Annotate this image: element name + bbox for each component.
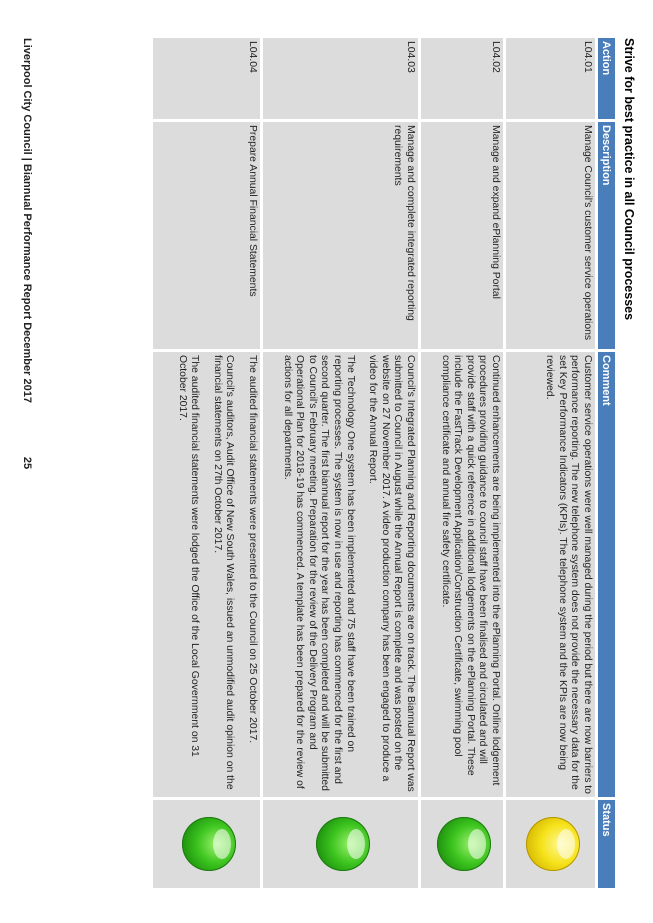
action-description: Manage Council's customer service operations xyxy=(506,122,598,352)
comment-paragraph: Continued enhancements are being implemented into the ePlanning Portal. Online lodgement procedures providing guidance to council staff have been finalised and circulated and will provide staff with a quick reference in additional lodgements on the ePlanning Portal. These include the FastTrack Development Application/Construction Certificate, swimming pool compliance certificate and annual fire safety certificate. xyxy=(439,355,501,786)
action-code: L04.03 xyxy=(263,38,421,122)
action-code: L04.01 xyxy=(506,38,598,122)
action-code: L04.02 xyxy=(421,38,506,122)
action-description: Prepare Annual Financial Statements xyxy=(153,122,263,352)
actions-table xyxy=(153,38,615,888)
comment-paragraph: Council's Integrated Planning and Reporting documents are on track. The Biannual Report was submitted to Council in August while the Annual Report is complete and was posted on the website on 27 November 2017. A video production company has been engaged to produce a video for the Annual Report. xyxy=(367,355,416,792)
status-green-icon xyxy=(437,817,491,871)
status-green-icon xyxy=(316,817,370,871)
table-row xyxy=(506,38,598,888)
comment-paragraph: The audited financial statements were lodged the Office of the Local Government on 31 October 2017. xyxy=(176,355,201,757)
table-row xyxy=(421,38,506,888)
table-header-row xyxy=(598,38,615,888)
footer-report-title: Liverpool City Council | Biannual Performance Report December 2017 xyxy=(21,38,33,403)
status-cell xyxy=(263,800,421,888)
action-comment xyxy=(506,352,598,800)
status-green-icon xyxy=(182,817,236,871)
status-cell xyxy=(421,800,506,888)
action-description: Manage and expand ePlanning Portal xyxy=(421,122,506,352)
comment-paragraph: The audited financial statements were presented to the Council on 25 October 2017. xyxy=(247,355,258,744)
page-number: 25 xyxy=(21,456,33,470)
header-action: Action xyxy=(598,38,615,122)
header-comment: Comment xyxy=(598,352,615,800)
action-code: L04.04 xyxy=(153,38,263,122)
status-yellow-icon xyxy=(526,817,580,871)
header-status: Status xyxy=(598,800,615,888)
status-cell xyxy=(506,800,598,888)
status-cell xyxy=(153,800,263,888)
comment-paragraph: Customer service operations were well managed during the period but there are now barriers to performance reporting. The new telephone system does not provide the necessary data for the set Key Performance Indicators (KPIs). The telephone system and the KPIs are now being reviewed. xyxy=(544,355,593,794)
action-comment xyxy=(421,352,506,800)
action-comment xyxy=(153,352,263,800)
section-title: Strive for best practice in all Council processes xyxy=(622,38,636,321)
action-description: Manage and complete integrated reporting requirements xyxy=(263,122,421,352)
action-comment xyxy=(263,352,421,800)
header-description: Description xyxy=(598,122,615,352)
table-row xyxy=(153,38,263,888)
comment-paragraph: Council's auditors, Audit Office of New South Wales, issued an unmodified audit opinion on the financial statements on 27th October 2017. xyxy=(211,355,236,790)
comment-paragraph: The Technology One system has been implemented and 75 staff have been trained on reporting processes. The system is now in use and reporting has commenced for the first and second quarter. The first biannual report for the year has been completed and will be submitted to Council's February meeting. Preparation for the review of the Delivery Program and Operational Plan for 2018-19 has commenced. A template has been prepared for the review of actions for all departments. xyxy=(281,355,356,791)
table-row xyxy=(263,38,421,888)
